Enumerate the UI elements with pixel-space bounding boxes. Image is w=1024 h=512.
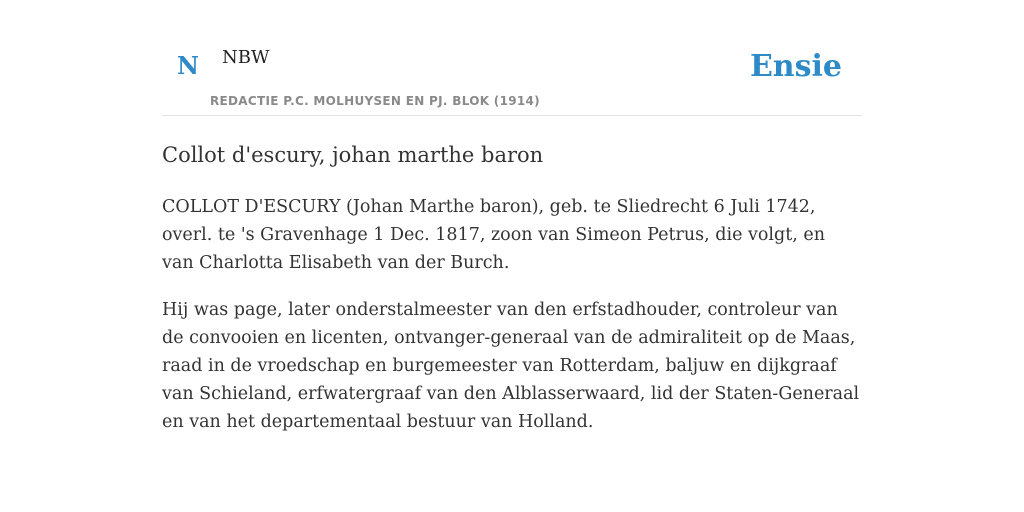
source-header	[162, 0, 862, 116]
article-paragraph: Hij was page, later onderstalmeester van den erfstadhouder, controleur van de convooien en licenten, ontvanger-generaal van de admiraliteit op de Maas, raad in de vroedschap en burgemeester van Rotterdam, baljuw en dijkgraaf van Schieland, erfwatergraaf van den Alblasserwaard, lid der Staten-Generaal en van het departementaal bestuur van Holland.	[162, 300, 860, 433]
source-name[interactable]: NBW	[222, 47, 270, 68]
article-title: Collot d'escury, johan marthe baron	[162, 143, 544, 167]
article-body	[162, 193, 862, 436]
brand-logo[interactable]: Ensie	[749, 49, 842, 84]
content-container	[162, 0, 862, 455]
source-logo-icon[interactable]: N	[177, 51, 199, 80]
article-paragraph: COLLOT D'ESCURY (Johan Marthe baron), geb. te Sliedrecht 6 Juli 1742, overl. te 's Gravenhage 1 Dec. 1817, zoon van Simeon Petrus, die volgt, en van Charlotta Elisabeth van der Burch.	[162, 197, 825, 274]
source-subtitle: REDACTIE P.C. MOLHUYSEN EN PJ. BLOK (1914)	[210, 94, 540, 108]
